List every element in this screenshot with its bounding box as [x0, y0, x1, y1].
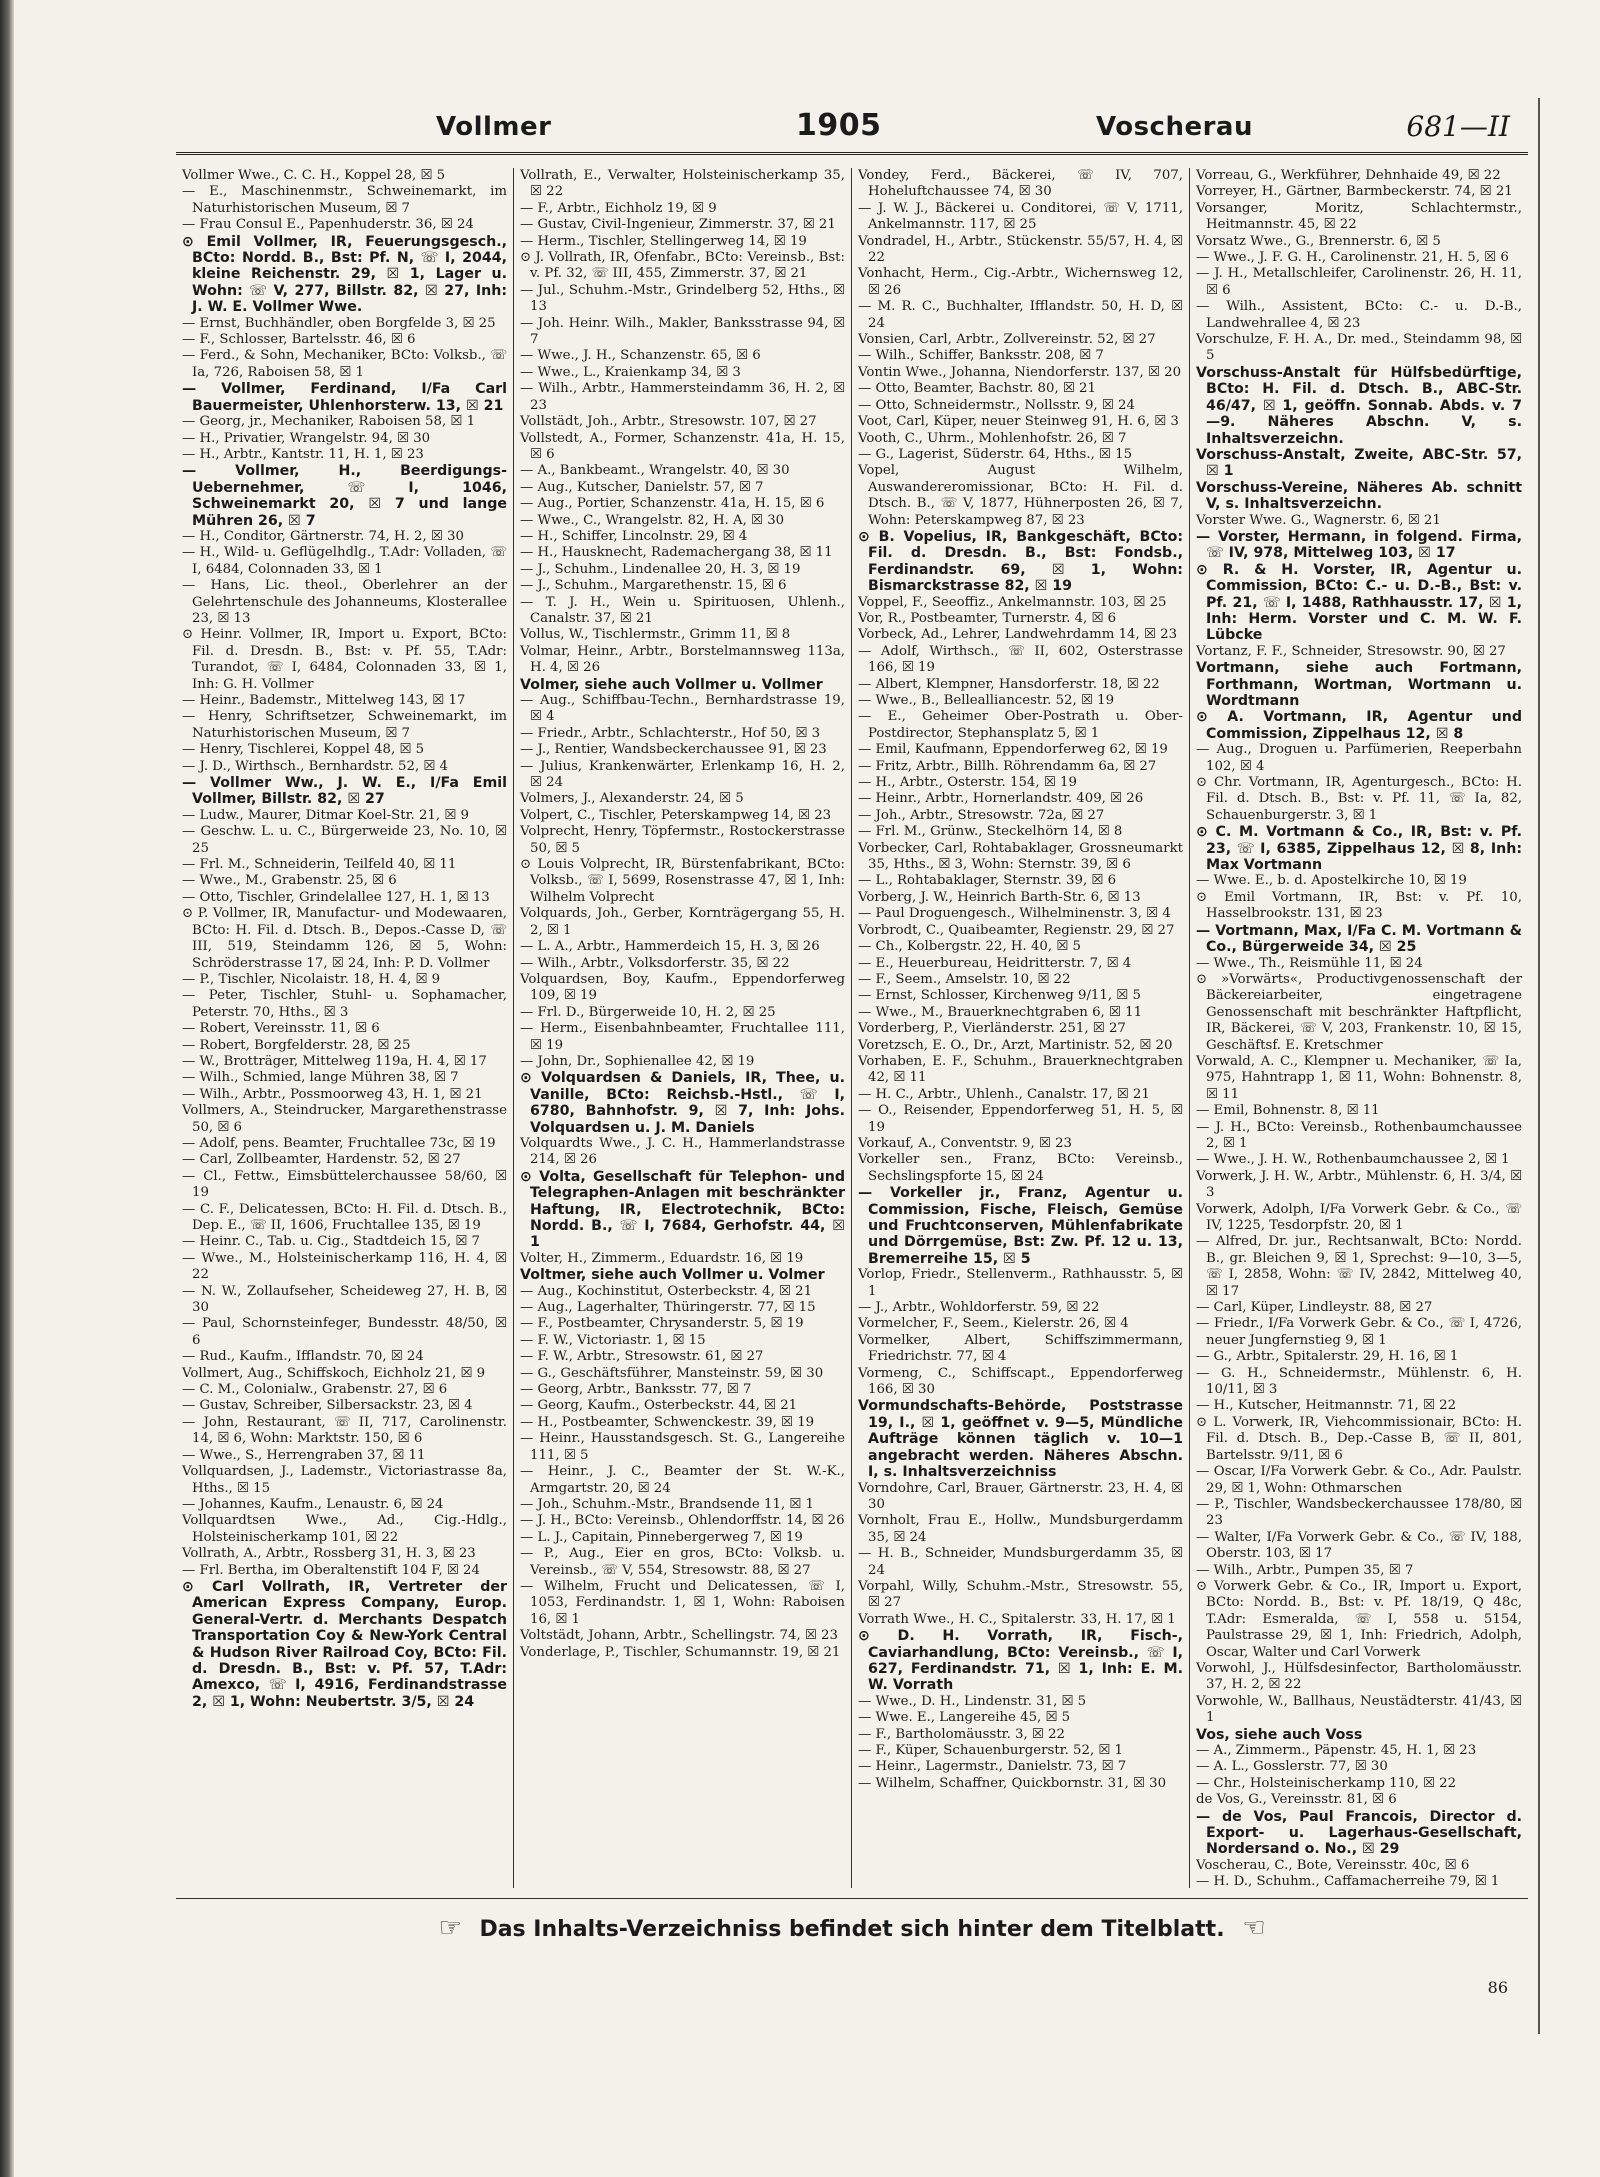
- directory-entry: Vorbecker, Carl, Rohtabaklager, Grossneumarkt 35, Hths., ☒ 3, Wohn: Sternstr. 39, ☒ 6: [858, 840, 1183, 873]
- directory-entry: ⊙ Heinr. Vollmer, IR, Import u. Export, BCto: Fil. d. Dresdn. B., Bst: v. Pf. 55, T.Adr: Turandot, ☏ I, 6484, Colonnaden 33, ☒ 1, Inh: G. H. Vollmer: [182, 627, 507, 692]
- column-3: [852, 168, 1190, 1888]
- folio-number: 86: [1487, 1978, 1508, 1997]
- directory-entry: — Alfred, Dr. jur., Rechtsanwalt, BCto: Nordd. B., gr. Bleichen 9, ☒ 1, Sprechst: 9—10, 3—5, ☏ I, 2858, Wohn: ☏ IV, 2842, Mittelweg 40, ☒ 17: [1196, 1234, 1522, 1299]
- directory-entry: — H., Schiffer, Lincolnstr. 29, ☒ 4: [520, 528, 748, 544]
- directory-entry: — P., Tischler, Wandsbeckerchaussee 178/80, ☒ 23: [1196, 1496, 1522, 1529]
- directory-entry: — J., Arbtr., Wohldorferstr. 59, ☒ 22: [858, 1300, 1100, 1316]
- directory-entry: — C. M., Colonialw., Grabenstr. 27, ☒ 6: [182, 1382, 448, 1398]
- directory-entry: — Joh., Arbtr., Stresowstr. 72a, ☒ 27: [858, 807, 1105, 823]
- directory-entry: ⊙ D. H. Vorrath, IR, Fisch-, Caviarhandlung, BCto: Vereinsb., ☏ I, 627, Ferdinandstr. 71, ☒ 1, Inh: E. M. W. Vorrath: [858, 1628, 1183, 1694]
- directory-entry: Vontin Wwe., Johanna, Niendorferstr. 137, ☒ 20: [858, 364, 1182, 380]
- directory-entry: — L., Rohtabaklager, Sternstr. 39, ☒ 6: [858, 873, 1117, 889]
- directory-entry: Voretzsch, E. O., Dr., Arzt, Martinistr. 52, ☒ 20: [858, 1037, 1173, 1053]
- directory-entry: — Henry, Schriftsetzer, Schweinemarkt, im Naturhistorischen Museum, ☒ 7: [182, 709, 507, 741]
- directory-entry: Vollmer Wwe., C. C. H., Koppel 28, ☒ 5: [182, 168, 446, 183]
- directory-entry: — L. J., Capitain, Pinnebergerweg 7, ☒ 19: [520, 1529, 803, 1545]
- directory-entry: — E., Maschinenmstr., Schweinemarkt, im Naturhistorischen Museum, ☒ 7: [182, 184, 507, 216]
- directory-entry: — Frl. M., Grünw., Steckelhörn 14, ☒ 8: [858, 824, 1123, 840]
- directory-entry: — Herm., Tischler, Stellingerweg 14, ☒ 19: [520, 233, 807, 249]
- directory-entry: Vonhacht, Herm., Cig.-Arbtr., Wichernsweg 12, ☒ 26: [858, 266, 1183, 298]
- directory-entry: — Ernst, Buchhändler, oben Borgfelde 3, ☒ 25: [182, 315, 496, 331]
- directory-entry: Vormundschafts-Behörde, Poststrasse 19, I., ☒ 1, geöffnet v. 9—5, Mündliche Aufträge können täglich v. 10—1 angebracht werden. Näheres Abschn. I, s. Inhaltsverzeichniss: [858, 1398, 1183, 1481]
- directory-entry: — Robert, Vereinsstr. 11, ☒ 6: [182, 1021, 380, 1037]
- directory-entry: — Otto, Schneidermstr., Nollsstr. 9, ☒ 24: [858, 397, 1135, 413]
- column-4: [1190, 168, 1528, 1888]
- directory-entry: — Jul., Schuhm.-Mstr., Grindelberg 52, Hths., ☒ 13: [520, 282, 845, 315]
- directory-entry: — F., Schlosser, Bartelsstr. 46, ☒ 6: [182, 332, 416, 348]
- directory-entry: Volmer, siehe auch Vollmer u. Vollmer: [520, 676, 823, 693]
- directory-entry: Vorwohl, J., Hülfsdesinfector, Bartholomäusstr. 37, H. 2, ☒ 22: [1196, 1660, 1522, 1693]
- directory-entry: — H. D., Schuhm., Caffamacherreihe 79, ☒ 1: [1196, 1874, 1500, 1888]
- directory-entry: — Wilh., Arbtr., Volksdorferstr. 35, ☒ 22: [520, 955, 790, 971]
- directory-entry: ⊙ A. Vortmann, IR, Agentur und Commission, Zippelhaus 12, ☒ 8: [1196, 709, 1522, 742]
- directory-entry: Vorlop, Friedr., Stellenverm., Rathhausstr. 5, ☒ 1: [858, 1267, 1183, 1299]
- directory-entry: — Geschw. L. u. C., Bürgerweide 23, No. 10, ☒ 25: [182, 824, 507, 856]
- directory-entry: Vopel, August Wilhelm, Auswandereromissionar, BCto: H. Fil. d. Dtsch. B., ☏ V, 1877, Hühnerposten 26, ☒ 7, Wohn: Peterskampweg 87, ☒ 23: [858, 463, 1183, 528]
- directory-entry: — T. J. H., Wein u. Spirituosen, Uhlenh., Canalstr. 37, ☒ 21: [520, 594, 845, 626]
- directory-entry: Vormelker, Albert, Schiffszimmermann, Friedrichstr. 77, ☒ 4: [858, 1332, 1183, 1365]
- directory-entry: — Vortmann, Max, I/Fa C. M. Vortmann & Co., Bürgerweide 34, ☒ 25: [1196, 922, 1522, 956]
- footer-notice-line: [176, 1913, 1528, 1943]
- directory-entry: — Julius, Krankenwärter, Erlenkamp 16, H. 2, ☒ 24: [520, 758, 845, 791]
- directory-entry: — A., Zimmerm., Päpenstr. 45, H. 1, ☒ 23: [1196, 1743, 1477, 1758]
- directory-entry: — Wilh., Arbtr., Hammersteindamm 36, H. 2, ☒ 23: [520, 381, 845, 413]
- directory-entry: — Adolf, pens. Beamter, Fruchtallee 73c, ☒ 19: [182, 1135, 496, 1151]
- directory-entry: — Ferd., & Sohn, Mechaniker, BCto: Volksb., ☏ Ia, 726, Raboisen 58, ☒ 1: [182, 348, 507, 380]
- directory-entry: — E., Heuerbureau, Heidritterstr. 7, ☒ 4: [858, 955, 1132, 971]
- directory-entry: — J., Schuhm., Lindenallee 20, H. 3, ☒ 19: [520, 561, 801, 577]
- directory-entry: — Wwe., J. F. G. H., Carolinenstr. 21, H. 5, ☒ 6: [1196, 250, 1509, 266]
- directory-entry: — Heinr., J. C., Beamter der St. W.-K., Armgartstr. 20, ☒ 24: [520, 1464, 845, 1496]
- directory-entry: Vollrath, A., Arbtr., Rossberg 31, H. 3, ☒ 23: [182, 1546, 476, 1562]
- directory-entry: — Herm., Eisenbahnbeamter, Fruchtallee 111, ☒ 19: [520, 1021, 845, 1053]
- footer-notice: Das Inhalts-Verzeichniss befindet sich hinter dem Titelblatt.: [479, 1917, 1225, 1942]
- directory-entry: Vooth, C., Uhrm., Mohlenhofstr. 26, ☒ 7: [858, 430, 1127, 446]
- directory-entry: — Joh. Heinr. Wilh., Makler, Banksstrasse 94, ☒ 7: [520, 315, 845, 348]
- directory-entry: — Wwe., S., Herrengraben 37, ☒ 11: [182, 1447, 426, 1463]
- directory-entry: ⊙ Volquardsen & Daniels, IR, Thee, u. Vanille, BCto: Reichsb.-Hstl., ☏ I, 6780, Bahnhofstr. 9, ☒ 7, Inh: Johs. Volquardsen u. J. M. Daniels: [520, 1070, 845, 1136]
- pointing-hand-left-icon: ☞: [438, 1913, 462, 1943]
- directory-entry: Volquards, Joh., Gerber, Kornträgergang 55, H. 2, ☒ 1: [520, 906, 845, 938]
- directory-entry: — Robert, Borgfelderstr. 28, ☒ 25: [182, 1037, 411, 1053]
- directory-entry: Vorwohle, W., Ballhaus, Neustädterstr. 41/43, ☒ 1: [1196, 1693, 1522, 1726]
- directory-entry: — H., Wild- u. Geflügelhdlg., T.Adr: Volladen, ☏ I, 6484, Colonnaden 33, ☒ 1: [182, 545, 507, 577]
- directory-entry: Vollquardsen, J., Lademstr., Victoriastrasse 8a, Hths., ☒ 15: [182, 1464, 507, 1496]
- header-right-word: Voscherau: [1096, 112, 1253, 142]
- directory-entry: — N. W., Zollaufseher, Scheideweg 27, H. B, ☒ 30: [182, 1283, 507, 1316]
- directory-entry: — Otto, Tischler, Grindelallee 127, H. 1, ☒ 13: [182, 889, 490, 905]
- directory-entry: Volquardsen, Boy, Kaufm., Eppendorferweg 109, ☒ 19: [520, 971, 845, 1004]
- directory-entry: — Frl. Bertha, im Oberaltenstift 104 F, ☒ 24: [182, 1562, 480, 1578]
- directory-entry: — F. W., Arbtr., Stresowstr. 61, ☒ 27: [520, 1349, 764, 1365]
- directory-entry: — J. W. J., Bäckerei u. Conditorei, ☏ V, 1711, Ankelmannstr. 117, ☒ 25: [858, 200, 1183, 233]
- directory-entry: — Wwe., D. H., Lindenstr. 31, ☒ 5: [858, 1693, 1087, 1709]
- directory-entry: — J., Rentier, Wandsbeckerchaussee 91, ☒ 23: [520, 742, 827, 758]
- directory-entry: Voppel, F., Seeoffiz., Ankelmannstr. 103, ☒ 25: [858, 594, 1167, 610]
- directory-entry: — Vorster, Hermann, in folgend. Firma, ☏ IV, 978, Mittelweg 103, ☒ 17: [1196, 528, 1522, 562]
- directory-entry: — Wwe., L., Kraienkamp 34, ☒ 3: [520, 364, 741, 380]
- directory-entry: — G., Lagerist, Süderstr. 64, Hths., ☒ 15: [858, 446, 1133, 462]
- directory-entry: Vorwald, A. C., Klempner u. Mechaniker, ☏ Ia, 975, Hahntrapp 1, ☒ 11, Wohn: Bohnenstr. 8, ☒ 11: [1196, 1053, 1522, 1102]
- directory-entry: — Emil, Kaufmann, Eppendorferweg 62, ☒ 19: [858, 742, 1168, 758]
- directory-entry: — Frau Consul E., Papenhuderstr. 36, ☒ 24: [182, 217, 474, 233]
- directory-entry: — Wilhelm, Schaffner, Quickbornstr. 31, ☒ 30: [858, 1775, 1167, 1791]
- directory-entry: — Wilhelm, Frucht und Delicatessen, ☏ I, 1053, Ferdinandstr. 1, ☒ 1, Wohn: Raboisen 16, ☒ 1: [520, 1578, 845, 1627]
- directory-entry: Vollus, W., Tischlermstr., Grimm 11, ☒ 8: [520, 627, 791, 643]
- directory-entry: ⊙ Vorwerk Gebr. & Co., IR, Import u. Export, BCto: Nordd. B., Bst: v. Pf. 18/19, Q 48c, T.Adr: Esmeralda, ☏ I, 558 u. 5154, Paulstrasse 29, ☒ 1, Inh: Friedrich, Adolph, Oscar, Walter und Carl Vorwerk: [1196, 1578, 1522, 1660]
- directory-entry: Vorreyer, H., Gärtner, Barmbeckerstr. 74, ☒ 21: [1196, 184, 1513, 200]
- directory-entry: — Frl. D., Bürgerweide 10, H. 2, ☒ 25: [520, 1004, 776, 1020]
- directory-entry: ⊙ R. & H. Vorster, IR, Agentur u. Commission, BCto: C.- u. D.-B., Bst: v. Pf. 21, ☏ I, 1488, Rathhausstr. 17, ☒ 1, Inh: Herm. Vorster und C. M. W. F. Lübcke: [1196, 561, 1522, 644]
- directory-entry: ⊙ Carl Vollrath, IR, Vertreter der American Express Company, Europ. General-Vertr. d. Merchants Despatch Transportation Coy & New-York Central & Hudson River Railroad Coy, BCto: Fil. d. Dresdn. B., Bst: v. Pf. 57, T.Adr: Amexco, ☏ I, 4916, Ferdinandstrasse 2, ☒ 1, Wohn: Neubertstr. 3/5, ☒ 24: [182, 1578, 507, 1710]
- directory-entry: Vorberg, J. W., Heinrich Barth-Str. 6, ☒ 13: [858, 889, 1141, 905]
- directory-entry: Vorbrodt, C., Quaibeamter, Regienstr. 29, ☒ 27: [858, 922, 1175, 938]
- directory-entry: Vollstädt, Joh., Arbtr., Stresowstr. 107, ☒ 27: [520, 414, 817, 430]
- directory-entry: — Frl. M., Schneiderin, Teilfeld 40, ☒ 11: [182, 857, 457, 873]
- directory-entry: — Aug., Kochinstitut, Osterbeckstr. 4, ☒ 21: [520, 1283, 813, 1299]
- directory-entry: Vorrath Wwe., H. C., Spitalerstr. 33, H. 17, ☒ 1: [858, 1611, 1176, 1627]
- directory-entry: Vollrath, E., Verwalter, Holsteinischerkamp 35, ☒ 22: [520, 168, 845, 200]
- directory-entry: ⊙ Louis Volprecht, IR, Bürstenfabrikant, BCto: Volksb., ☏ I, 5699, Rosenstrasse 47, ☒ 1, Inh: Wilhelm Volprecht: [520, 857, 845, 905]
- directory-entry: — Joh., Schuhm.-Mstr., Brandsende 11, ☒ 1: [520, 1496, 815, 1512]
- directory-entry: — Vorkeller jr., Franz, Agentur u. Commission, Fische, Fleisch, Gemüse und Fruchtconserven, Mühlenfabrikate und Dörrgemüse, Bst: Zw. Pf. 12 u. 13, Bremerreihe 15, ☒ 5: [858, 1185, 1183, 1267]
- directory-entry: — Wwe., B., Belleallianсestr. 52, ☒ 19: [858, 693, 1115, 708]
- directory-entry: Vos, siehe auch Voss: [1196, 1726, 1363, 1743]
- directory-entry: Vorpahl, Willy, Schuhm.-Mstr., Stresowstr. 55, ☒ 27: [858, 1578, 1183, 1611]
- directory-entry: — M. R. C., Buchhalter, Ifflandstr. 50, H. D, ☒ 24: [858, 299, 1183, 331]
- directory-entry: — J., Schuhm., Margarethenstr. 15, ☒ 6: [520, 578, 787, 594]
- directory-entry: — Gustav, Schreiber, Silbersackstr. 23, ☒ 4: [182, 1398, 473, 1414]
- directory-entry: Vorderberg, P., Vierländerstr. 251, ☒ 27: [858, 1021, 1126, 1037]
- header-left-word: Vollmer: [436, 112, 552, 142]
- directory-entry: — H., Privatier, Wrangelstr. 94, ☒ 30: [182, 430, 431, 446]
- directory-entry: — Paul, Schornsteinfeger, Bundesstr. 48/50, ☒ 6: [182, 1316, 507, 1348]
- directory-entry: — O., Reisender, Eppendorferweg 51, H. 5, ☒ 19: [858, 1103, 1183, 1135]
- directory-entry: — H. B., Schneider, Mundsburgerdamm 35, ☒ 24: [858, 1546, 1183, 1578]
- pointing-hand-right-icon: ☜: [1242, 1913, 1266, 1943]
- directory-entry: Vortmann, siehe auch Fortmann, Forthmann, Wortman, Wortmann u. Wordtmann: [1196, 660, 1522, 709]
- directory-entry: — Oscar, I/Fa Vorwerk Gebr. & Co., Adr. Paulstr. 29, ☒ 1, Wohn: Othmarschen: [1196, 1464, 1522, 1496]
- directory-entry: Vollstedt, A., Former, Schanzenstr. 41a, H. 15, ☒ 6: [520, 430, 845, 462]
- directory-entry: — Emil, Bohnenstr. 8, ☒ 11: [1196, 1103, 1380, 1119]
- directory-entry: Vormeng, C., Schiffscapt., Eppendorferweg 166, ☒ 30: [858, 1365, 1183, 1398]
- directory-entry: — Georg, jr., Mechaniker, Raboisen 58, ☒ 1: [182, 414, 476, 430]
- running-header: [176, 98, 1528, 155]
- directory-entry: — Henry, Tischlerei, Koppel 48, ☒ 5: [182, 742, 425, 758]
- directory-entry: Vonsien, Carl, Arbtr., Zollvereinstr. 52, ☒ 27: [858, 332, 1156, 348]
- directory-entry: Vormelcher, F., Seem., Kielerstr. 26, ☒ 4: [858, 1316, 1129, 1332]
- directory-entry: — John, Dr., Sophienallee 42, ☒ 19: [520, 1053, 755, 1069]
- directory-entry: Vonderlage, P., Tischler, Schumannstr. 19, ☒ 21: [520, 1644, 841, 1660]
- directory-entry: ⊙ C. M. Vortmann & Co., IR, Bst: v. Pf. 23, ☏ I, 6385, Zippelhaus 12, ☒ 8, Inh: Max Vortmann: [1196, 824, 1522, 874]
- directory-entry: — Wilh., Schmied, lange Mühren 38, ☒ 7: [182, 1070, 459, 1086]
- directory-entry: — F. W., Victoriastr. 1, ☒ 15: [520, 1332, 706, 1348]
- directory-entry: Vornholt, Frau E., Hollw., Mundsburgerdamm 35, ☒ 24: [858, 1513, 1183, 1545]
- directory-entry: Voltstädt, Johann, Arbtr., Schellingstr. 74, ☒ 23: [520, 1628, 838, 1644]
- directory-entry: ⊙ »Vorwärts«, Productivgenossenschaft der Bäckereiarbeiter, eingetragene Genossenschaft mit beschränkter Haftpflicht, IR, Bäckerei, ☏ V, 203, Frankenstr. 10, ☒ 15, Geschäftsf. E. Kretschmer: [1196, 971, 1522, 1053]
- directory-entry: — H. C., Arbtr., Uhlenh., Canalstr. 17, ☒ 21: [858, 1086, 1150, 1102]
- directory-entry: — L. A., Arbtr., Hammerdeich 15, H. 3, ☒ 26: [520, 939, 820, 955]
- directory-entry: Volter, H., Zimmerm., Eduardstr. 16, ☒ 19: [520, 1250, 804, 1266]
- directory-entry: — Heinr. C., Tab. u. Cig., Stadtdeich 15, ☒ 7: [182, 1234, 480, 1250]
- directory-entry: — Friedr., Arbtr., Schlachterstr., Hof 50, ☒ 3: [520, 725, 821, 741]
- directory-entry: — Wwe., J. H., Schanzenstr. 65, ☒ 6: [520, 348, 761, 364]
- directory-entry: — Wilh., Assistent, BCto: C.- u. D.-B., Landwehrallee 4, ☒ 23: [1196, 299, 1522, 331]
- directory-entry: — Vollmer, H., Beerdigungs-Uebernehmer, ☏ I, 1046, Schweinemarkt 20, ☒ 7 und lange Mühren 26, ☒ 7: [182, 463, 507, 529]
- directory-entry: — J. H., BCto: Vereinsb., Rothenbaumchaussee 2, ☒ 1: [1196, 1119, 1522, 1151]
- directory-columns: [176, 168, 1528, 1888]
- directory-entry: — Wwe., Th., Reismühle 11, ☒ 24: [1196, 955, 1423, 971]
- directory-entry: — F., Seem., Amselstr. 10, ☒ 22: [858, 971, 1071, 987]
- directory-entry: — de Vos, Paul Francois, Director d. Export- u. Lagerhaus-Gesellschaft, Nordersand o. No., ☒ 29: [1196, 1808, 1522, 1858]
- directory-entry: — Wilh., Arbtr., Possmoorweg 43, H. 1, ☒ 21: [182, 1086, 483, 1102]
- directory-entry: — Fritz, Arbtr., Billh. Röhrendamm 6a, ☒ 27: [858, 758, 1157, 774]
- directory-entry: — F., Arbtr., Eichholz 19, ☒ 9: [520, 200, 717, 216]
- directory-entry: — Wilh., Arbtr., Pumpen 35, ☒ 7: [1196, 1562, 1414, 1578]
- directory-entry: de Vos, G., Vereinsstr. 81, ☒ 6: [1196, 1792, 1397, 1808]
- directory-entry: Vondradel, H., Arbtr., Stückenstr. 55/57, H. 4, ☒ 22: [858, 233, 1183, 266]
- directory-entry: — Ludw., Maurer, Ditmar Koel-Str. 21, ☒ 9: [182, 807, 469, 823]
- directory-entry: — H., Arbtr., Osterstr. 154, ☒ 19: [858, 775, 1077, 791]
- directory-entry: — Chr., Holsteinischerkamp 110, ☒ 22: [1196, 1775, 1457, 1791]
- directory-entry: — P., Tischler, Nicolaistr. 18, H. 4, ☒ 9: [182, 971, 441, 987]
- directory-entry: — W., Brotträger, Mittelweg 119a, H. 4, ☒ 17: [182, 1053, 487, 1069]
- directory-entry: — Rud., Kaufm., Ifflandstr. 70, ☒ 24: [182, 1349, 424, 1365]
- binding-gutter: [0, 0, 14, 2177]
- directory-entry: Vondey, Ferd., Bäckerei, ☏ IV, 707, Hoheluftchaussee 74, ☒ 30: [858, 168, 1183, 200]
- directory-entry: ⊙ B. Vopelius, IR, Bankgeschäft, BCto: Fil. d. Dresdn. B., Bst: Fondsb., Ferdinandstr. 69, ☒ 1, Wohn: Bismarckstrasse 82, ☒ 19: [858, 528, 1183, 595]
- directory-entry: Vollmert, Aug., Schiffskoch, Eichholz 21, ☒ 9: [182, 1365, 486, 1381]
- directory-entry: ⊙ L. Vorwerk, IR, Viehcommissionair, BCto: H. Fil. d. Dtsch. B., Dep.-Casse B, ☏ II, 801, Bartelsstr. 9/11, ☒ 6: [1196, 1414, 1522, 1463]
- directory-entry: Vorwerk, J. H. W., Arbtr., Mühlenstr. 6, H. 3/4, ☒ 3: [1196, 1168, 1522, 1201]
- directory-entry: ⊙ Emil Vollmer, IR, Feuerungsgesch., BCto: Nordd. B., Bst: Pf. N, ☏ I, 2044, kleine Reichenstr. 29, ☒ 1, Lager u. Wohn: ☏ V, 277, Billstr. 82, ☒ 27, Inh: J. W. E. Vollmer Wwe.: [182, 233, 507, 316]
- directory-entry: — Aug., Portier, Schanzenstr. 41a, H. 15, ☒ 6: [520, 496, 825, 512]
- directory-entry: — Cl., Fettw., Eimsbüttelerchaussee 58/60, ☒ 19: [182, 1168, 507, 1201]
- directory-entry: — Heinr., Bademstr., Mittelweg 143, ☒ 17: [182, 693, 466, 708]
- directory-entry: — Georg, Arbtr., Banksstr. 77, ☒ 7: [520, 1382, 752, 1398]
- directory-entry: — Aug., Kutscher, Danielstr. 57, ☒ 7: [520, 479, 764, 495]
- directory-entry: — F., Küper, Schauenburgerstr. 52, ☒ 1: [858, 1743, 1124, 1758]
- directory-entry: — Carl, Küper, Lindleystr. 88, ☒ 27: [1196, 1300, 1433, 1316]
- directory-entry: — G., Arbtr., Spitalerstr. 29, H. 16, ☒ 1: [1196, 1349, 1459, 1365]
- directory-entry: — Ernst, Schlosser, Kirchenweg 9/11, ☒ 5: [858, 988, 1141, 1004]
- directory-entry: ⊙ J. Vollrath, IR, Ofenfabr., BCto: Vereinsb., Bst: v. Pf. 32, ☏ III, 455, Zimmerstr. 37, ☒ 21: [520, 250, 845, 282]
- directory-entry: Vorndohre, Carl, Brauer, Gärtnerstr. 23, H. 4, ☒ 30: [858, 1480, 1183, 1512]
- directory-entry: Vorkeller sen., Franz, BCto: Vereinsb., Sechslingspforte 15, ☒ 24: [858, 1152, 1183, 1184]
- directory-entry: — G., Geschäftsführer, Mansteinstr. 59, ☒ 30: [520, 1365, 824, 1381]
- directory-entry: — Wwe., J. H. W., Rothenbaumchaussee 2, ☒ 1: [1196, 1152, 1510, 1168]
- directory-entry: Vorschulze, F. H. A., Dr. med., Steindamm 98, ☒ 5: [1196, 332, 1522, 364]
- directory-entry: ⊙ P. Vollmer, IR, Manufactur- und Modewaaren, BCto: H. Fil. d. Dtsch. B., Depos.-Casse D, ☏ III, 519, Steindamm 126, ☒ 5, Wohn: Schröderstrasse 17, ☒ 24, Inh: P. D. Vollmer: [182, 906, 507, 971]
- directory-entry: — Georg, Kaufm., Osterbeckstr. 44, ☒ 21: [520, 1398, 798, 1414]
- directory-entry: — P., Aug., Eier en gros, BCto: Volksb. u. Vereinsb., ☏ V, 554, Stresowstr. 88, ☒ 27: [520, 1546, 845, 1578]
- directory-entry: Vorschuss-Anstalt, Zweite, ABC-Str. 57, ☒ 1: [1196, 446, 1522, 480]
- directory-entry: — J. H., Metallschleifer, Carolinenstr. 26, H. 11, ☒ 6: [1196, 266, 1522, 298]
- directory-entry: Vorbeck, Ad., Lehrer, Landwehrdamm 14, ☒ 23: [858, 627, 1178, 643]
- directory-entry: Vorschuss-Anstalt für Hülfsbedürftige, BCto: H. Fil. d. Dtsch. B., ABC-Str. 46/47, ☒ 1, geöffn. Sonnab. Abds. v. 7—9. Näheres Abschn. V, s. Inhaltsverzeichn.: [1196, 364, 1522, 447]
- directory-entry: — Vollmer, Ferdinand, I/Fa Carl Bauermeister, Uhlenhorsterw. 13, ☒ 21: [182, 381, 507, 414]
- column-1: [176, 168, 514, 1888]
- directory-entry: Voot, Carl, Küper, neuer Steinweg 91, H. 6, ☒ 3: [858, 414, 1179, 430]
- directory-entry: — Wilh., Schiffer, Banksstr. 208, ☒ 7: [858, 348, 1104, 364]
- directory-entry: — Peter, Tischler, Stuhl- u. Sophamacher, Peterstr. 70, Hths., ☒ 3: [182, 988, 507, 1020]
- directory-entry: Vorster Wwe. G., Wagnerstr. 6, ☒ 21: [1196, 512, 1441, 528]
- directory-entry: — F., Postbeamter, Chrysanderstr. 5, ☒ 19: [520, 1316, 804, 1332]
- directory-entry: Vorreau, G., Werkführer, Dehnhaide 49, ☒ 22: [1196, 168, 1501, 183]
- directory-entry: — Wwe. E., b. d. Apostelkirche 10, ☒ 19: [1196, 873, 1467, 889]
- directory-entry: — Hans, Lic. theol., Oberlehrer an der Gelehrtenschule des Johanneums, Klosterallee 23, ☒ 13: [182, 578, 507, 626]
- directory-entry: — C. F., Delicatessen, BCto: H. Fil. d. Dtsch. B., Dep. E., ☏ II, 1606, Fruchtallee 135, ☒ 19: [182, 1201, 507, 1233]
- directory-entry: — H., Arbtr., Kantstr. 11, H. 1, ☒ 23: [182, 446, 424, 462]
- directory-entry: — A., Bankbeamt., Wrangelstr. 40, ☒ 30: [520, 463, 790, 479]
- directory-entry: Vor, R., Postbeamter, Turnerstr. 4, ☒ 6: [858, 610, 1117, 626]
- directory-entry: Vorwerk, Adolph, I/Fa Vorwerk Gebr. & Co., ☏ IV, 1225, Tesdorpfstr. 20, ☒ 1: [1196, 1201, 1522, 1233]
- directory-entry: — Ch., Kolbergstr. 22, H. 40, ☒ 5: [858, 939, 1081, 955]
- column-2: [514, 168, 852, 1888]
- directory-entry: Vollmers, A., Steindrucker, Margarethenstrasse 50, ☒ 6: [182, 1103, 507, 1135]
- directory-entry: — Heinr., Arbtr., Hornerlandstr. 409, ☒ 26: [858, 791, 1144, 807]
- directory-entry: Volmar, Heinr., Arbtr., Borstelmannsweg 113a, H. 4, ☒ 26: [520, 643, 845, 676]
- directory-entry: Volprecht, Henry, Töpfermstr., Rostockerstrasse 50, ☒ 5: [520, 824, 845, 856]
- footer-rule: [176, 1898, 1528, 1899]
- directory-entry: Vorschuss-Vereine, Näheres Ab. schnitt V, s. Inhaltsverzeichn.: [1196, 479, 1522, 513]
- directory-entry: — G. H., Schneidermstr., Mühlenstr. 6, H. 10/11, ☒ 3: [1196, 1365, 1522, 1398]
- header-page-number: 681—II: [1406, 110, 1510, 143]
- directory-entry: — Aug., Droguen u. Parfümerien, Reeperbahn 102, ☒ 4: [1196, 742, 1522, 774]
- directory-entry: — Wwe., C., Wrangelstr. 82, H. A, ☒ 30: [520, 512, 785, 528]
- directory-entry: — H., Hausknecht, Rademachergang 38, ☒ 11: [520, 545, 833, 561]
- directory-entry: — H., Conditor, Gärtnerstr. 74, H. 2, ☒ 30: [182, 528, 464, 544]
- directory-entry: Vorsanger, Moritz, Schlachtermstr., Heitmannstr. 45, ☒ 22: [1196, 200, 1522, 233]
- directory-entry: — H., Kutscher, Heitmannstr. 71, ☒ 22: [1196, 1398, 1457, 1414]
- directory-entry: — Heinr., Hausstandsgesch. St. G., Langereihe 111, ☒ 5: [520, 1431, 845, 1463]
- directory-entry: Vortanz, F. F., Schneider, Stresowstr. 90, ☒ 27: [1196, 643, 1506, 659]
- directory-entry: — Gustav, Civil-Ingenieur, Zimmerstr. 37, ☒ 21: [520, 217, 836, 233]
- directory-entry: — Aug., Lagerhalter, Thüringerstr. 77, ☒ 15: [520, 1300, 816, 1316]
- directory-entry: — Johannes, Kaufm., Lenaustr. 6, ☒ 24: [182, 1496, 444, 1512]
- directory-entry: — F., Bartholomäusstr. 3, ☒ 22: [858, 1726, 1066, 1742]
- directory-entry: — John, Restaurant, ☏ II, 717, Carolinenstr. 14, ☒ 6, Wohn: Marktstr. 150, ☒ 6: [182, 1414, 507, 1447]
- directory-entry: — J. H., BCto: Vereinsb., Ohlendorffstr. 14, ☒ 26: [520, 1513, 845, 1529]
- directory-entry: Voltmer, siehe auch Vollmer u. Volmer: [520, 1267, 825, 1284]
- directory-entry: — Vollmer Ww., J. W. E., I/Fa Emil Vollmer, Billstr. 82, ☒ 27: [182, 775, 507, 808]
- directory-entry: — Wwe., M., Grabenstr. 25, ☒ 6: [182, 873, 397, 889]
- directory-entry: Vollquardtsen Wwe., Ad., Cig.-Hdlg., Holsteinischerkamp 101, ☒ 22: [182, 1513, 507, 1545]
- directory-entry: — E., Geheimer Ober-Postrath u. Ober-Postdirector, Stephansplatz 5, ☒ 1: [858, 709, 1183, 741]
- directory-entry: — Adolf, Wirthsch., ☏ II, 602, Osterstrasse 166, ☒ 19: [858, 643, 1183, 676]
- directory-entry: — Carl, Zollbeamter, Hardenstr. 52, ☒ 27: [182, 1152, 461, 1168]
- directory-page: [176, 98, 1540, 2034]
- directory-entry: Vorkauf, A., Conventstr. 9, ☒ 23: [858, 1135, 1073, 1151]
- directory-entry: — J. D., Wirthsch., Bernhardstr. 52, ☒ 4: [182, 758, 449, 774]
- directory-entry: — Heinr., Lagermstr., Danielstr. 73, ☒ 7: [858, 1759, 1127, 1775]
- directory-entry: — Wwe., M., Brauerknechtgraben 6, ☒ 11: [858, 1004, 1143, 1020]
- directory-entry: — Friedr., I/Fa Vorwerk Gebr. & Co., ☏ I, 4726, neuer Jungfernstieg 9, ☒ 1: [1196, 1316, 1522, 1348]
- directory-entry: — A. L., Gosslerstr. 77, ☒ 30: [1196, 1759, 1388, 1775]
- directory-entry: — Otto, Beamter, Bachstr. 80, ☒ 21: [858, 381, 1096, 397]
- directory-entry: ⊙ Chr. Vortmann, IR, Agenturgesch., BCto: H. Fil. d. Dtsch. B., Bst: v. Pf. 11, ☏ Ia, 82, Schauenburgerstr. 3, ☒ 1: [1196, 775, 1522, 823]
- header-year: 1905: [796, 108, 882, 143]
- directory-entry: Vorhaben, E. F., Schuhm., Brauerknechtgraben 42, ☒ 11: [858, 1053, 1183, 1086]
- directory-entry: Volmers, J., Alexanderstr. 24, ☒ 5: [520, 791, 744, 807]
- directory-entry: ⊙ Emil Vortmann, IR, Bst: v. Pf. 10, Hasselbrookstr. 131, ☒ 23: [1196, 889, 1522, 922]
- directory-entry: Volquardts Wwe., J. C. H., Hammerlandstrasse 214, ☒ 26: [520, 1135, 845, 1168]
- directory-entry: ⊙ Volta, Gesellschaft für Telephon- und Telegraphen-Anlagen mit beschränkter Haftung, IR, Electrotechnik, BCto: Nordd. B., ☏ I, 7684, Gerhofstr. 44, ☒ 1: [520, 1168, 845, 1251]
- directory-entry: Voscherau, C., Bote, Vereinsstr. 40c, ☒ 6: [1196, 1857, 1470, 1873]
- directory-entry: Vorsatz Wwe., G., Brennerstr. 6, ☒ 5: [1196, 233, 1441, 249]
- directory-entry: — Wwe., M., Holsteinischerkamp 116, H. 4, ☒ 22: [182, 1250, 507, 1283]
- directory-entry: — Paul Droguengesch., Wilhelminenstr. 3, ☒ 4: [858, 906, 1171, 922]
- directory-entry: — Aug., Schiffbau-Techn., Bernhardstrasse 19, ☒ 4: [520, 693, 845, 725]
- directory-entry: — Wwe. E., Langereihe 45, ☒ 5: [858, 1710, 1071, 1726]
- directory-entry: — H., Postbeamter, Schwenckestr. 39, ☒ 19: [520, 1414, 815, 1430]
- directory-entry: — Walter, I/Fa Vorwerk Gebr. & Co., ☏ IV, 188, Oberstr. 103, ☒ 17: [1196, 1529, 1522, 1562]
- directory-entry: — Albert, Klempner, Hansdorferstr. 18, ☒ 22: [858, 676, 1160, 692]
- directory-entry: Volpert, C., Tischler, Peterskampweg 14, ☒ 23: [520, 807, 832, 823]
